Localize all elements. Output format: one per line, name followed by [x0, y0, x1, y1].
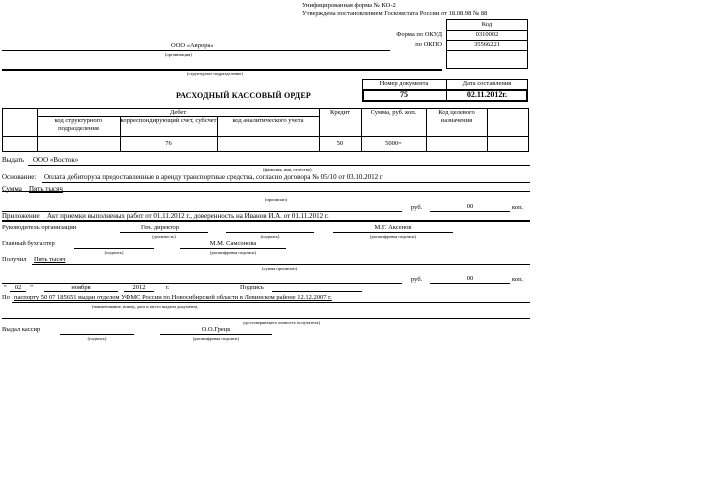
received-rub-label: руб.	[411, 276, 423, 283]
accountant-label: Главный бухгалтер	[2, 240, 55, 247]
sum-value: Пять тысяч	[29, 185, 63, 193]
date-day: 02	[14, 284, 22, 291]
col-sum: Сумма, руб. коп.	[370, 109, 417, 116]
received-value: Пять тысяч	[34, 256, 66, 263]
col-purpose: Код целевого назначения	[438, 109, 475, 124]
attachment-label: Приложение	[2, 212, 40, 220]
date-year-suffix: г.	[166, 284, 170, 291]
row-account: 76	[165, 140, 172, 147]
date-month: ноября	[71, 284, 91, 291]
issue-value: ООО «Восток»	[33, 156, 79, 164]
subdivision-caption: (структурное подразделение)	[187, 71, 243, 76]
doc-date: 02.11.2012г.	[466, 90, 508, 99]
passport-caption: (наименование, номер, дата и место выдачи документа,	[92, 304, 199, 309]
cashier-name-caption: (расшифровка подписи)	[193, 336, 239, 341]
head-position-caption: (должность)	[152, 234, 176, 239]
received-label: Получил	[2, 256, 27, 263]
accountant-signature-caption: (подпись)	[104, 250, 124, 255]
received-caption: (сумма прописью)	[262, 266, 298, 271]
doc-date-label: Дата составления	[462, 80, 512, 87]
signature-label: Подпись	[240, 284, 264, 291]
col-credit: Кредит	[329, 109, 350, 116]
form-approval: Утверждена постановлением Госкомстата России от 18.08.98 № 88	[302, 10, 488, 17]
received-kop-label: коп.	[512, 276, 524, 283]
sum-caption: (прописью)	[265, 197, 288, 202]
passport-label: По	[2, 294, 10, 301]
sum-kop-label: коп.	[512, 204, 524, 211]
issue-label: Выдать	[2, 156, 25, 164]
date-year: 2012	[132, 284, 146, 291]
head-label: Руководитель организации	[2, 224, 77, 231]
head-name-caption: (расшифровка подписи)	[370, 234, 416, 239]
basis-value: Оплата дебиторуза предоставленные в аренду транспортные средства, согласно договора № 05/10 от 03.10.2012 г	[44, 173, 383, 181]
basis-label: Основание:	[2, 173, 37, 181]
doc-number: 75	[400, 90, 408, 99]
doc-number-label: Номер документа	[379, 80, 429, 87]
head-name: М.Г. Аксенов	[374, 224, 412, 231]
accountant-name-caption: (расшифровка подписи)	[210, 250, 256, 255]
passport-caption-2: удостоверяющего личность получателя)	[243, 320, 320, 325]
head-position: Ген. директор	[140, 224, 180, 231]
okud-value: 0310002	[475, 31, 499, 38]
okud-label: Форма по ОКУД	[396, 31, 442, 38]
received-kop-value: 00	[466, 275, 474, 282]
row-credit: 50	[336, 140, 344, 147]
col-analytic: код аналитического учета	[232, 117, 304, 124]
passport-value: паспорту 50 07 185651 выдан отделом УФМС России по Новосибирской области в Левинском районе 12.12.2007 г.	[14, 294, 332, 301]
attachment-value: Акт приемки выполненых работ от 01.11.2012 г., доверенность на Иванов И.А. от 01.11.2012 г.	[47, 212, 329, 220]
sum-kop-value: 00	[466, 203, 474, 210]
cashier-label: Выдал кассир	[2, 326, 41, 333]
issue-caption: (фамилия, имя, отчество)	[263, 167, 312, 172]
okpo-value: 35566221	[474, 41, 500, 48]
head-signature-caption: (подпись)	[260, 234, 280, 239]
sum-rub-label: руб.	[411, 204, 423, 211]
organization-name: ООО «Аврора»	[171, 42, 214, 49]
row-sum: 5000=	[385, 140, 402, 147]
debit-header: Дебет	[169, 109, 187, 116]
col-subdivision: код структурного подразделения	[54, 117, 103, 132]
sum-label: Сумма	[2, 185, 22, 193]
okpo-label: по ОКПО	[415, 41, 442, 48]
cashier-name: О.О.Грецк	[201, 326, 231, 333]
cashier-signature-caption: (подпись)	[87, 336, 107, 341]
organization-caption: (организация)	[165, 52, 192, 57]
col-account: корреспондирующий счет, субсчет	[120, 117, 217, 124]
accountant-name: М.М. Самсонова	[209, 240, 257, 247]
form-name: Унифицированная форма № КО-2	[302, 2, 396, 9]
document-title: РАСХОДНЫЙ КАССОВЫЙ ОРДЕР	[176, 91, 311, 100]
code-header: Код	[481, 21, 493, 28]
